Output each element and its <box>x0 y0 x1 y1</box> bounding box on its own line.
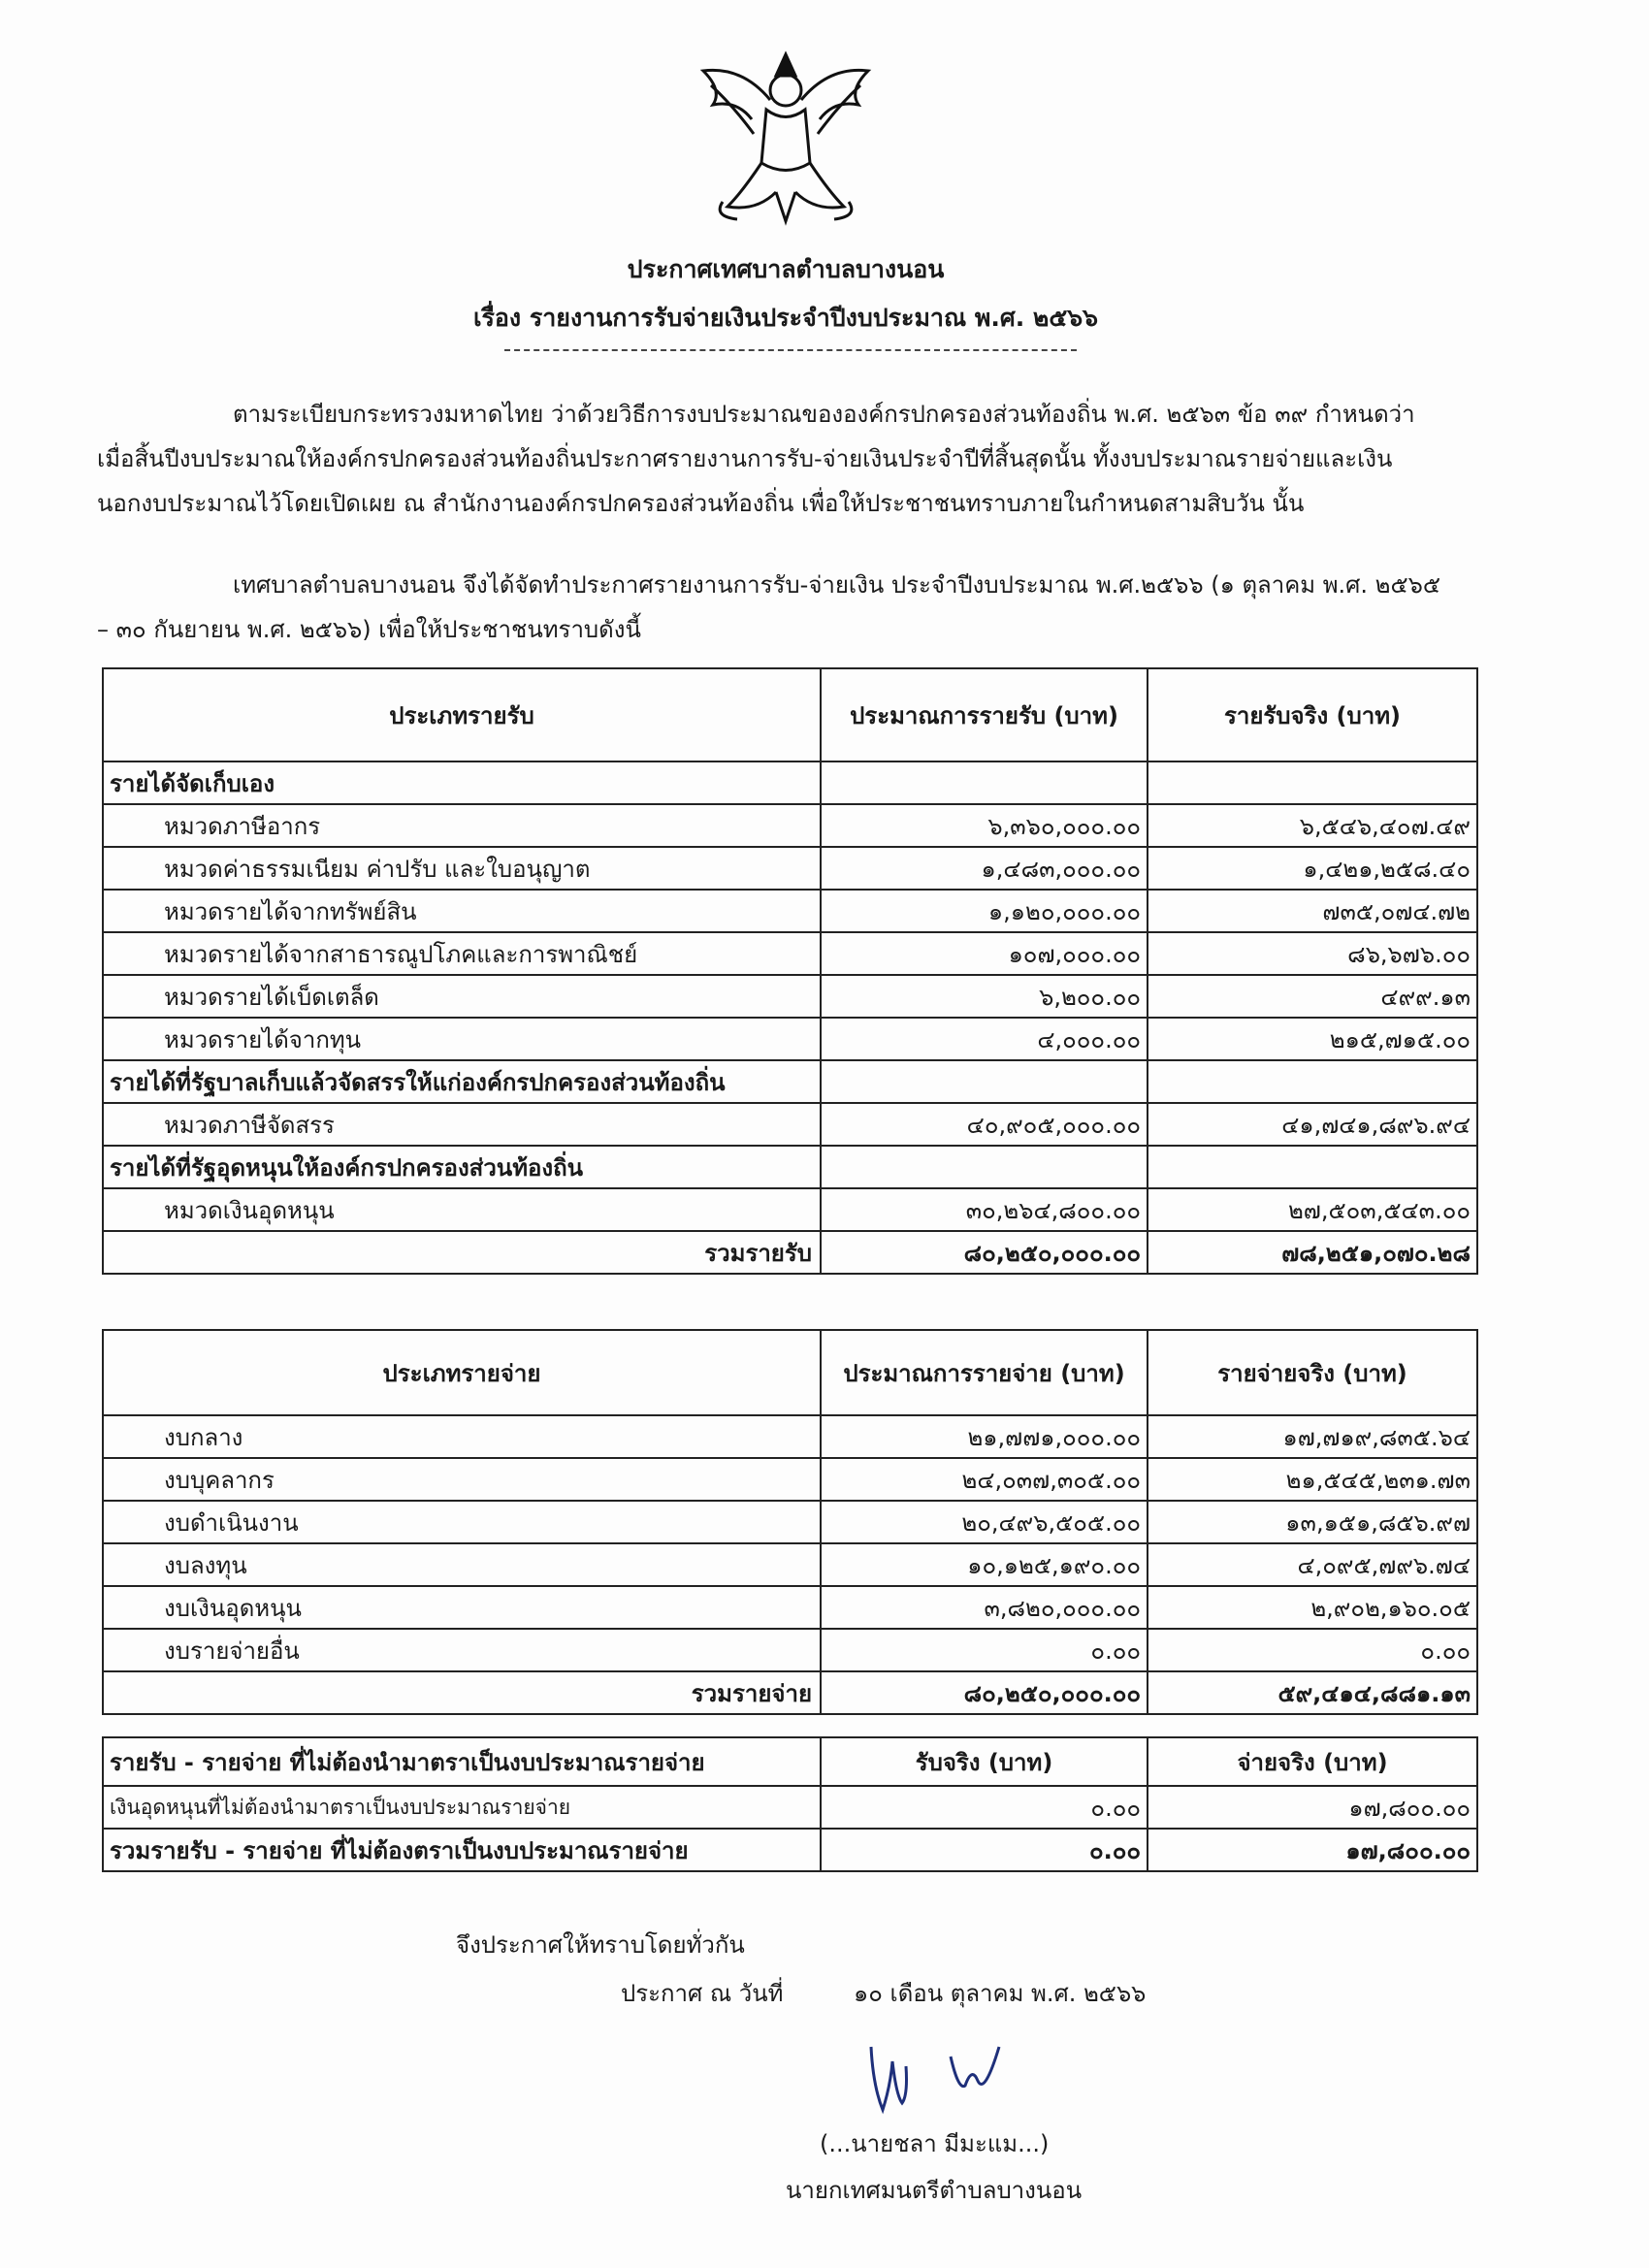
table-row: หมวดภาษีอากร ๖,๓๖๐,๐๐๐.๐๐ ๖,๕๔๖,๔๐๗.๔๙ <box>103 804 1477 847</box>
table-row: หมวดรายได้เบ็ดเตล็ด ๖,๒๐๐.๐๐ ๔๙๙.๑๓ <box>103 975 1477 1018</box>
table-row: หมวดรายได้จากทรัพย์สิน ๑,๑๒๐,๐๐๐.๐๐ ๗๓๕,๐๗๔.๗๒ <box>103 890 1477 932</box>
expense-table: ประเภทรายจ่าย ประมาณการรายจ่าย (บาท) รายจ่ายจริง (บาท) งบกลาง ๒๑,๗๗๑,๐๐๐.๐๐ ๑๗,๗๑๙,๘๓๕.๖๔ งบบุคลากร ๒๔,๐๓๗,๓๐๕.๐๐ ๒๑,๕๔๕,๒๓๑.๗๓ งบดำเนินงาน ๒๐,๔๙๖,๕๐๕.๐๐ ๑๓,๑๕๑,๘๕๖.๙๗ งบลงทุน ๑๐,๑๒๕,๑๙๐.๐๐ ๔,๐๙๕,๗๙๖.๗๔ งบเงินอุดหนุน ๓,๘๒๐,๐๐๐.๐๐ ๒,๙๐๒,๑๖๐.๐๕ งบรายจ่ายอื่น ๐.๐๐ ๐.๐๐ รวมรายจ่าย ๘๐,๒๕๐,๐๐๐.๐๐ ๕๙,๔๑๔,๘๘๑.๑๓ <box>102 1329 1478 1715</box>
table-row: รายได้ที่รัฐอุดหนุนให้องค์กรปกครองส่วนท้องถิ่น <box>103 1146 1477 1188</box>
table-row: หมวดรายได้จากทุน ๔,๐๐๐.๐๐ ๒๑๕,๗๑๕.๐๐ <box>103 1018 1477 1060</box>
signer-name: (...นายชลา มีมะแม...) <box>820 2130 1050 2157</box>
intro-paragraph-1: ตามระเบียบกระทรวงมหาดไทย ว่าด้วยวิธีการงบประมาณขององค์กรปกครองส่วนท้องถิ่น พ.ศ. ๒๕๖๓ ข้อ ๓๙ กำหนดว่า เมื่อสิ้นปีงบประมาณให้องค์กรปกครองส่วนท้องถิ่นประกาศรายงานการรับ-จ่ายเงินประจำปีที่สิ้นสุดนั้น ทั้งงบประมาณรายจ่ายและเงิน นอกงบประมาณไว้โดยเปิดเผย ณ สำนักงานองค์กรปกครองส่วนท้องถิ่น เพื่อให้ประชาชนทราบภายในกำหนดสามสิบวัน นั้น <box>97 401 1415 517</box>
signature-icon <box>863 2027 1038 2115</box>
announce-text: จึงประกาศให้ทราบโดยทั่วกัน <box>456 1931 745 1959</box>
intro-paragraph-2: เทศบาลตำบลบางนอน จึงได้จัดทำประกาศรายงานการรับ-จ่ายเงิน ประจำปีงบประมาณ พ.ศ.๒๕๖๖ (๑ ตุลาคม พ.ศ. ๒๕๖๕ – ๓๐ กันยายน พ.ศ. ๒๕๖๖) เพื่อให้ประชาชนทราบดังนี้ <box>97 571 1441 643</box>
table-row: รายได้จัดเก็บเอง <box>103 761 1477 804</box>
signer-position: นายกเทศมนตรีตำบลบางนอน <box>786 2177 1083 2204</box>
table-row: หมวดเงินอุดหนุน ๓๐,๒๖๔,๘๐๐.๐๐ ๒๗,๕๐๓,๕๔๓.๐๐ <box>103 1188 1477 1231</box>
document-title: ประกาศเทศบาลตำบลบางนอน <box>627 255 945 283</box>
table-row: หมวดภาษีจัดสรร ๔๐,๙๐๕,๐๐๐.๐๐ ๔๑,๗๔๑,๘๙๖.๙๔ <box>103 1103 1477 1146</box>
offbudget-table <box>102 1736 1478 1872</box>
table-row: งบกลาง ๒๑,๗๗๑,๐๐๐.๐๐ ๑๗,๗๑๙,๘๓๕.๖๔ <box>103 1415 1477 1458</box>
announce-date-prefix: ประกาศ ณ วันที่ <box>621 1980 784 2007</box>
table-row: งบรายจ่ายอื่น ๐.๐๐ ๐.๐๐ <box>103 1629 1477 1671</box>
table-row: หมวดค่าธรรมเนียม ค่าปรับ และใบอนุญาต ๑,๔๘๓,๐๐๐.๐๐ ๑,๔๒๑,๒๕๘.๔๐ <box>103 847 1477 890</box>
garuda-emblem-icon <box>684 47 888 231</box>
table-row: งบดำเนินงาน ๒๐,๔๙๖,๕๐๕.๐๐ ๑๓,๑๕๑,๘๕๖.๙๗ <box>103 1501 1477 1543</box>
income-total-row: รวมรายรับ ๘๐,๒๕๐,๐๐๐.๐๐ ๗๘,๒๕๑,๐๗๐.๒๘ <box>103 1231 1477 1274</box>
offbudget-total-row: รวมรายรับ - รายจ่าย ที่ไม่ต้องตราเป็นงบประมาณรายจ่าย ๐.๐๐ ๑๗,๘๐๐.๐๐ <box>103 1829 1477 1871</box>
table-row: รายได้ที่รัฐบาลเก็บแล้วจัดสรรให้แก่องค์กรปกครองส่วนท้องถิ่น <box>103 1060 1477 1103</box>
table-row: รายรับ - รายจ่าย ที่ไม่ต้องนำมาตราเป็นงบประมาณรายจ่าย รับจริง (บาท) จ่ายจริง (บาท) <box>103 1737 1477 1786</box>
announce-date-value: ๑๐ เดือน ตุลาคม พ.ศ. ๒๕๖๖ <box>854 1980 1147 2007</box>
income-table: ประเภทรายรับ ประมาณการรายรับ (บาท) รายรับจริง (บาท) รายได้จัดเก็บเอง หมวดภาษีอากร ๖,๓๖๐,๐๐๐.๐๐ ๖,๕๔๖,๔๐๗.๔๙ หมวดค่าธรรมเนียม ค่าปรับ และใบอนุญาต ๑,๔๘๓,๐๐๐.๐๐ ๑,๔๒๑,๒๕๘.๔๐ หมวดรายได้จากทรัพย์สิน ๑,๑๒๐,๐๐๐.๐๐ ๗๓๕,๐๗๔.๗๒ หมวดรายได้จากสาธารณูปโภคและการพาณิชย์ ๑๐๗,๐๐๐.๐๐ ๘๖,๖๗๖.๐๐ หมวดรายได้เบ็ดเตล็ด ๖,๒๐๐.๐๐ ๔๙๙.๑๓ หมวดรายได้จากทุน ๔,๐๐๐.๐๐ ๒๑๕,๗๑๕.๐๐ รายได้ที่รัฐบาลเก็บแล้วจัดสรรให้แก่องค์กรปกครองส่วนท้องถิ่น หมวดภาษีจัดสรร ๔๐,๙๐๕,๐๐๐.๐๐ ๔๑,๗๔๑,๘๙๖.๙๔ รายได้ที่รัฐอุดหนุนให้องค์กรปกครองส่วนท้องถิ่น หมวดเงินอุดหนุน ๓๐,๒๖๔,๘๐๐.๐๐ ๒๗,๕๐๓,๕๔๓.๐๐ รวมรายรับ ๘๐,๒๕๐,๐๐๐.๐๐ ๗๘,๒๕๑,๐๗๐.๒๘ <box>102 667 1478 1275</box>
table-row: งบบุคลากร ๒๔,๐๓๗,๓๐๕.๐๐ ๒๑,๕๔๕,๒๓๑.๗๓ <box>103 1458 1477 1501</box>
title-divider <box>504 349 1077 351</box>
document-subject: เรื่อง รายงานการรับจ่ายเงินประจำปีงบประมาณ พ.ศ. ๒๕๖๖ <box>472 304 1099 332</box>
table-row: เงินอุดหนุนที่ไม่ต้องนำมาตราเป็นงบประมาณรายจ่าย ๐.๐๐ ๑๗,๘๐๐.๐๐ <box>103 1786 1477 1829</box>
table-row: งบลงทุน ๑๐,๑๒๕,๑๙๐.๐๐ ๔,๐๙๕,๗๙๖.๗๔ <box>103 1543 1477 1586</box>
table-row: งบเงินอุดหนุน ๓,๘๒๐,๐๐๐.๐๐ ๒,๙๐๒,๑๖๐.๐๕ <box>103 1586 1477 1629</box>
table-row: หมวดรายได้จากสาธารณูปโภคและการพาณิชย์ ๑๐๗,๐๐๐.๐๐ ๘๖,๖๗๖.๐๐ <box>103 932 1477 975</box>
expense-total-row: รวมรายจ่าย ๘๐,๒๕๐,๐๐๐.๐๐ ๕๙,๔๑๔,๘๘๑.๑๓ <box>103 1671 1477 1714</box>
